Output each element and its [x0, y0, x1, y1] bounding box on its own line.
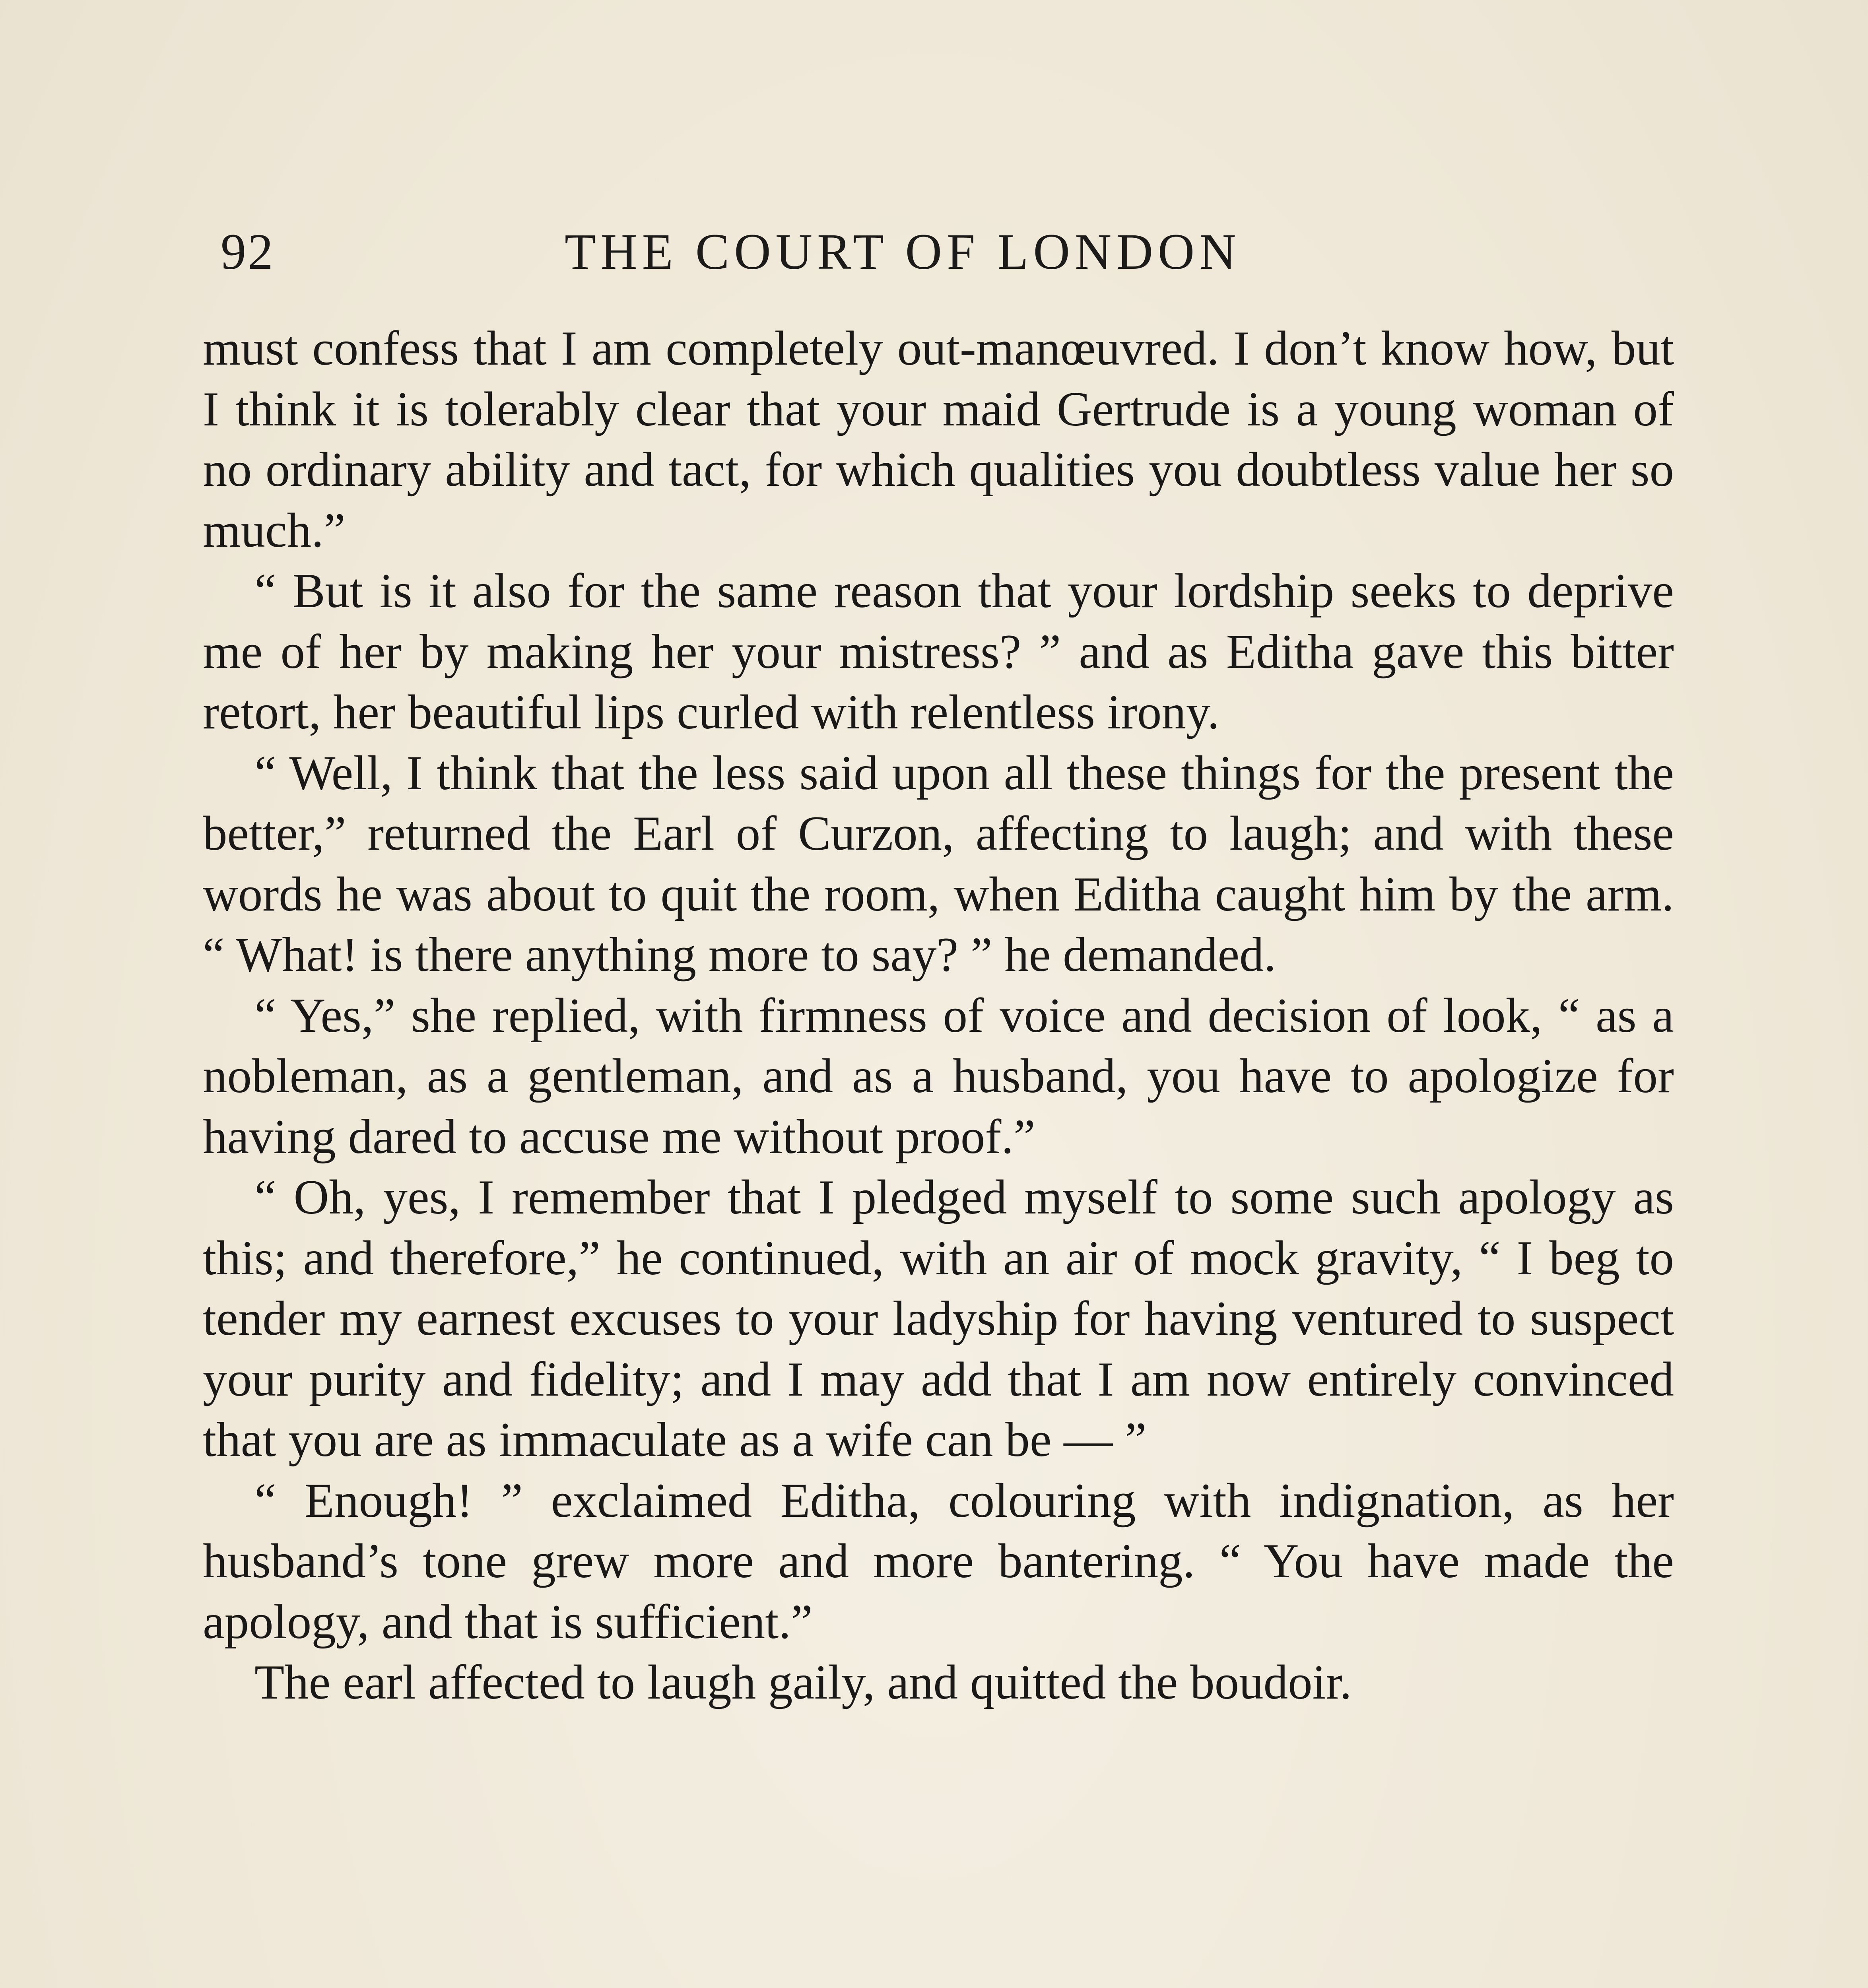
page-header [0, 215, 1868, 286]
paragraph: “ Yes,” she replied, with firmness of voice and decision of look, “ as a nobleman, as a gentleman, and as a husband, you have to apologize for having dared to accuse me without proof.” [203, 988, 1674, 1164]
paragraph: “ But is it also for the same reason that your lordship seeks to deprive me of her by making her your mistress? ” and as Editha gave this bitter retort, her beautiful lips curled with relentless irony. [203, 563, 1674, 739]
paragraph: “ Enough! ” exclaimed Editha, colouring with indignation, as her husband’s tone grew more and more bantering. “ You have made the apology, and that is sufficient.” [203, 1473, 1674, 1649]
paragraph: The earl affected to laugh gaily, and quitted the boudoir. [254, 1655, 1352, 1709]
paragraph: must confess that I am completely out-manœuvred. I don’t know how, but I think it is tolerably clear that your maid Gertrude is a young woman of no ordinary ability and tact, for which qualities you doubtless value her so much.” [203, 321, 1674, 557]
running-head: THE COURT OF LONDON [565, 223, 1241, 280]
body-text [203, 318, 1674, 1713]
paragraph: “ Well, I think that the less said upon all these things for the present the better,” returned the Earl of Curzon, affecting to laugh; and with these words he was about to quit the room, when Editha caught him by the arm. “ What! is there anything more to say? ” he demanded. [203, 745, 1674, 982]
paragraph: “ Oh, yes, I remember that I pledged myself to some such apology as this; and therefore,” he continued, with an air of mock gravity, “ I beg to tender my earnest excuses to your ladyship for having ventured to suspect your purity and fidelity; and I may add that I am now entirely convinced that you are as immaculate as a wife can be — ” [203, 1170, 1674, 1467]
page-number: 92 [221, 223, 275, 280]
